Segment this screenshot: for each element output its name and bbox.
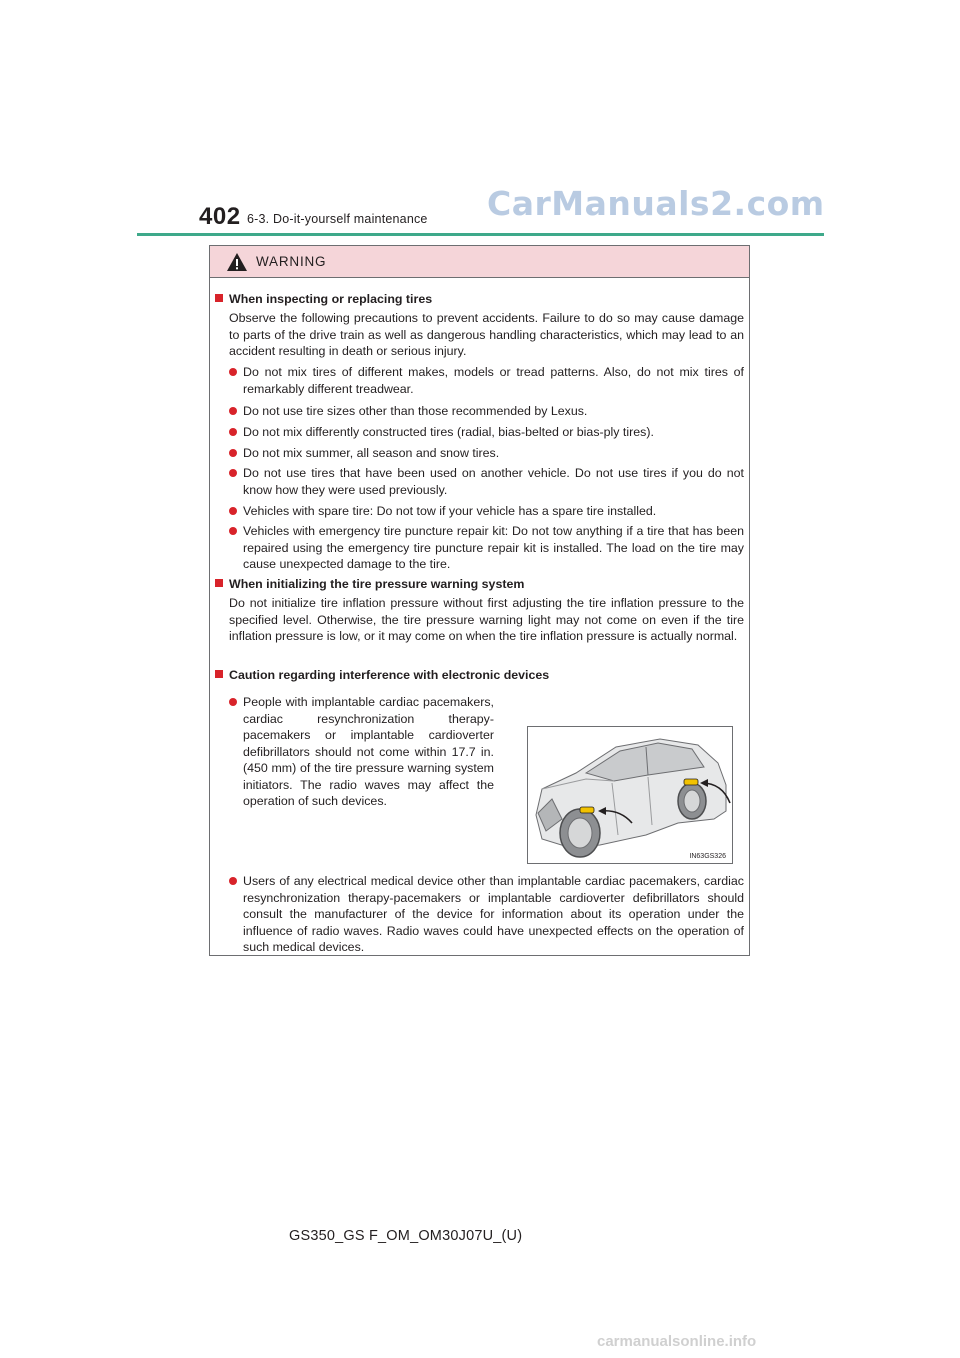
footer-watermark[interactable]: carmanualsonline.info (597, 1333, 757, 1350)
list-item: Do not mix summer, all season and snow tires. (229, 445, 744, 462)
square-bullet-icon (215, 294, 223, 302)
bullet-icon (229, 507, 237, 515)
square-bullet-icon (215, 670, 223, 678)
list-item: Vehicles with emergency tire puncture repair kit: Do not tow anything if a tire that has been repaired using the emergency tire puncture repair kit is installed. The load on the tire may cause unexpected damage to the tire. (229, 523, 744, 573)
bullet-icon (229, 449, 237, 457)
warning-title: WARNING (256, 254, 327, 269)
bullet-icon (229, 877, 237, 885)
illustration-code: IN63GS326 (689, 853, 726, 860)
list-item: Users of any electrical medical device other than implantable cardiac pacemakers, cardiac resynchronization therapy-pacemakers or implantable cardioverter defibrillators should consult the manufacturer of the device for information about its operation under the influence of radio waves. Radio waves could have unexpected effects on the operation of such medical devices. (229, 873, 744, 956)
car-initiator-image (528, 727, 733, 864)
warning-triangle-icon (226, 252, 248, 272)
bullet-icon (229, 407, 237, 415)
bullet-icon (229, 527, 237, 535)
watermark-logo[interactable]: CarManuals2.com (487, 184, 825, 223)
bullet-icon (229, 428, 237, 436)
section-heading: Caution regarding interference with electronic devices (215, 668, 549, 682)
header-rule (137, 233, 824, 236)
square-bullet-icon (215, 579, 223, 587)
list-item: Do not use tires that have been used on another vehicle. Do not use tires if you do not know how they were used previously. (229, 465, 744, 498)
bullet-icon (229, 469, 237, 477)
document-code: GS350_GS F_OM_OM30J07U_(U) (289, 1228, 523, 1244)
list-item: Do not mix tires of different makes, models or tread patterns. Also, do not mix tires of remarkably different treadwear. (229, 364, 744, 397)
warning-box (209, 245, 750, 956)
bullet-icon (229, 368, 237, 376)
section-intro: Observe the following precautions to prevent accidents. Failure to do so may cause damage to parts of the drive train as well as dangerous handling characteristics, which may lead to an accident resulting in death or serious injury. (229, 311, 744, 358)
car-illustration (527, 726, 733, 864)
section-intro: Do not initialize tire inflation pressure without first adjusting the tire inflation pressure to the specified level. Otherwise, the tire pressure warning light may not come on even if the tire inflation pressure is low, or it may come on when the tire inflation pressure is actually normal. (229, 596, 744, 643)
bullet-icon (229, 698, 237, 706)
list-item: Do not use tire sizes other than those recommended by Lexus. (229, 403, 744, 420)
page-number: 402 (199, 203, 241, 230)
warning-header (210, 246, 749, 278)
list-item: People with implantable cardiac pacemakers, cardiac resynchronization therapy-pacemakers or implantable cardioverter defibrillators should not come within 17.7 in. (450 mm) of the tire pressure warning system initiators. The radio waves may affect the operation of such devices. (229, 694, 494, 810)
section-heading: When inspecting or replacing tires (215, 292, 432, 306)
list-item: Do not mix differently constructed tires (radial, bias-belted or bias-ply tires). (229, 424, 744, 441)
section-title: 6-3. Do-it-yourself maintenance (247, 212, 428, 226)
list-item: Vehicles with spare tire: Do not tow if your vehicle has a spare tire installed. (229, 503, 744, 520)
section-heading: When initializing the tire pressure warning system (215, 577, 524, 591)
